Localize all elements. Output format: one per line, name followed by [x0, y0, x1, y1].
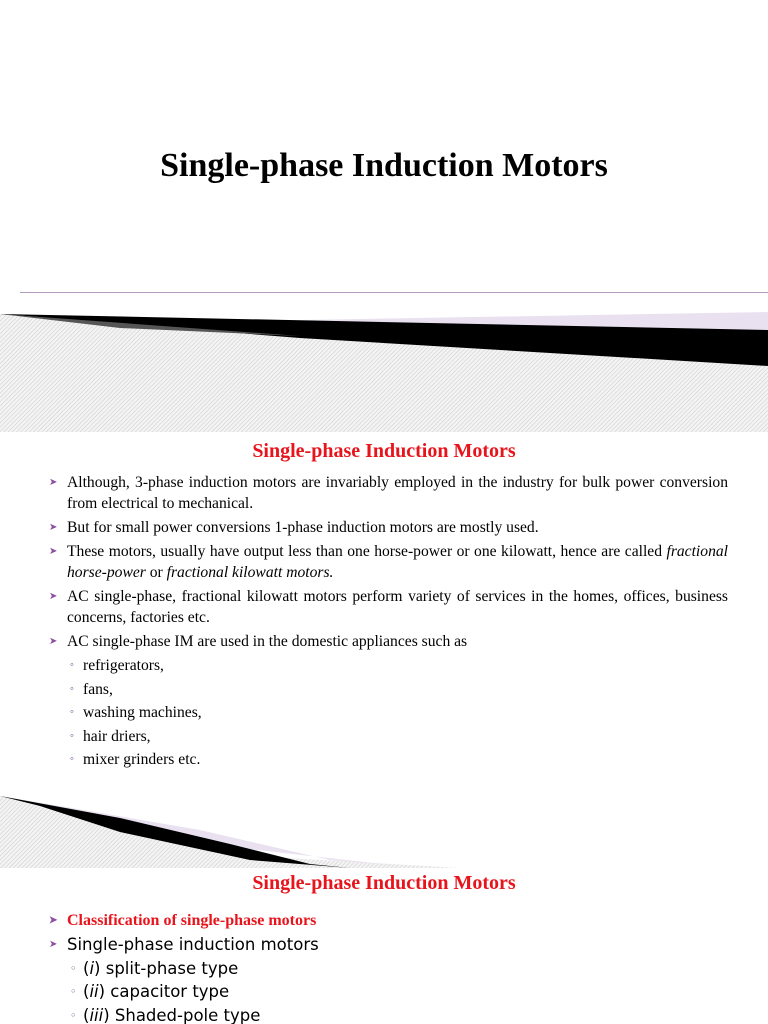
list-item: ➤ But for small power conversions 1-phase induction motors are mostly used. — [49, 519, 539, 536]
bullet-list — [49, 910, 749, 1024]
sub-list-item: ◦ (iii) Shaded-pole type — [49, 1005, 749, 1024]
swoosh-decoration — [0, 796, 768, 868]
triangle-bullet-icon: ➤ — [49, 522, 58, 533]
sub-list-item: ◦ hair driers, — [70, 727, 151, 745]
triangle-bullet-icon: ➤ — [49, 546, 58, 557]
triangle-bullet-icon: ➤ — [49, 591, 58, 602]
circle-bullet-icon: ◦ — [70, 961, 77, 975]
emphasis-text: fractional horse-power — [67, 543, 728, 581]
sub-list-item: ◦ fans, — [70, 680, 113, 698]
circle-bullet-icon: ◦ — [70, 985, 77, 998]
circle-bullet-icon: ◦ — [70, 682, 74, 695]
circle-bullet-icon: ◦ — [70, 753, 74, 766]
swoosh-decoration — [0, 308, 768, 432]
list-item: ➤ Although, 3-phase induction motors are invariably employed in the industry for bulk power conversion from electrical to mechanical. — [49, 474, 728, 512]
content-slide-overview — [0, 432, 768, 868]
list-item: ➤ AC single-phase IM are used in the domestic appliances such as — [49, 633, 468, 650]
emphasis-text: fractional kilowatt motors. — [166, 564, 334, 581]
triangle-bullet-icon: ➤ — [49, 477, 58, 488]
triangle-bullet-icon: ➤ — [49, 636, 58, 647]
triangle-bullet-icon: ➤ — [49, 915, 58, 926]
divider-line — [20, 292, 768, 293]
list-item: ➤ Classification of single-phase motors — [49, 910, 749, 932]
title-slide — [0, 0, 768, 432]
slide-heading: Single-phase Induction Motors — [252, 440, 516, 462]
circle-bullet-icon: ◦ — [70, 729, 74, 742]
sub-list-item: ◦ refrigerators, — [70, 657, 164, 674]
list-item: ➤ AC single-phase, fractional kilowatt motors perform variety of services in the homes, offices, business concerns, factories etc. — [49, 588, 728, 626]
circle-bullet-icon: ◦ — [70, 706, 74, 719]
triangle-bullet-icon: ➤ — [49, 939, 58, 950]
content-slide-classification — [0, 868, 768, 1024]
circle-bullet-icon: ◦ — [70, 659, 74, 671]
sub-list-item: ◦ (ii) capacitor type — [70, 982, 230, 1001]
sub-list-item: ◦ mixer grinders etc. — [70, 751, 201, 769]
sub-list-item: ◦ washing machines, — [70, 704, 202, 722]
bullet-list — [49, 472, 728, 773]
circle-bullet-icon: ◦ — [70, 1008, 77, 1022]
sub-list-item: ◦ (i) split-phase type — [70, 958, 239, 978]
slide-heading: Single-phase Induction Motors — [252, 872, 516, 894]
list-item: ➤ These motors, usually have output less than one horse-power or one kilowatt, hence are called fractional horse-power or fractional kilowatt motors. — [49, 543, 728, 581]
slide-title: Single-phase Induction Motors — [160, 147, 608, 184]
list-item: ➤ Single-phase induction motors — [49, 935, 319, 954]
